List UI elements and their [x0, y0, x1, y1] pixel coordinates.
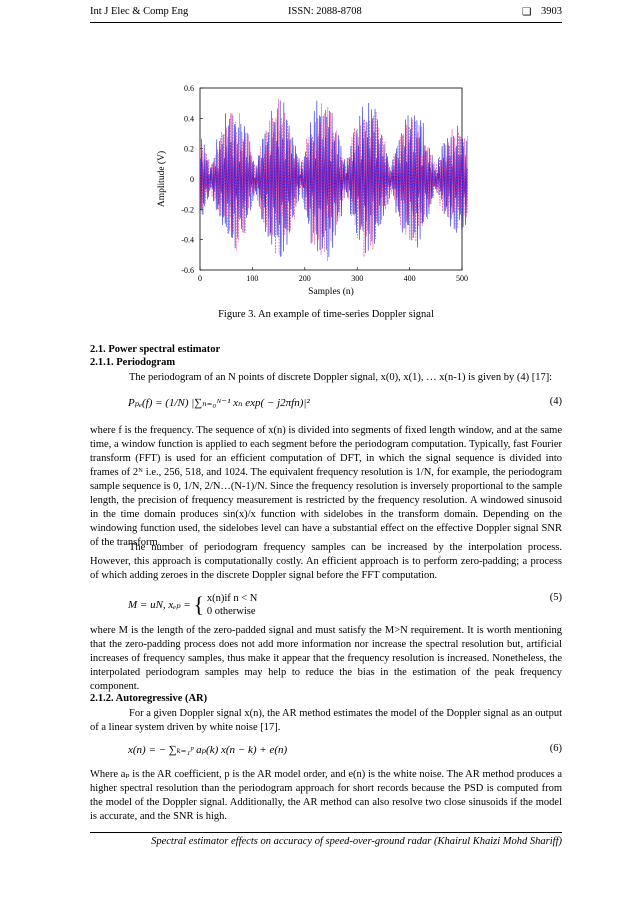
equation-number: (4): [549, 396, 562, 407]
x-tick-label: 500: [456, 274, 468, 283]
figure-caption: Figure 3. An example of time-series Doppler signal: [218, 309, 434, 320]
subsection-heading: 2.1.1. Periodogram: [90, 357, 176, 368]
y-axis-label: Amplitude (V): [157, 150, 167, 208]
x-tick-label: 300: [351, 274, 364, 283]
y-tick-label: 0: [190, 175, 194, 184]
box-icon: ❏: [522, 7, 532, 18]
y-tick-label: 0.4: [184, 114, 194, 124]
eq5-case-1: x(n)if n < N: [206, 593, 258, 605]
x-tick-label: 400: [403, 274, 416, 283]
y-tick-label: 0.6: [184, 84, 194, 93]
paragraph: For a given Doppler signal x(n), the AR method estimates the model of the Doppler signal as an output of a linear system driven by white noise [17].: [90, 708, 562, 733]
equation-number: (5): [549, 592, 562, 603]
y-tick-label: -0.4: [181, 235, 194, 245]
doppler-chart: [150, 80, 480, 302]
page-footer: Spectral estimator effects on accuracy of speed-over-ground radar (Khairul Khaizi Mohd Shariff): [151, 836, 562, 847]
y-tick-label: 0.2: [184, 144, 194, 154]
equation-number: (6): [549, 743, 562, 754]
paragraph: where f is the frequency. The sequence of x(n) is divided into segments of fixed length window, and at the same time, a window function is applied to each segment before the periodogram computation. Typically, fast Fourier transform (FFT) is used for an efficient computation of DFT, in which the signal sequence is divided into frames of 2ᴺ i.e., 256, 518, and 1024. The equivalent frequency resolution is 1/N, for example, the periodogram sample sequence is 0, 1/N, 2/N…(N-1)/N. Since the frequency resolution is inversely proportional to the sample length, the precision of frequency measurement is restricted by the frequency resolution. A windowed sinusoid in the time domain produces sin(x)/x function with sidelobes in the transform domain. Depending on the windowing function used, the sidelobes level can have a substantial effect on the effective Doppler signal SNR of the transform.: [90, 425, 562, 548]
paragraph: The number of periodogram frequency samples can be increased by the interpolation process. However, this approach is computationally costly. An efficient approach is to perform zero-padding; a process of which adding zeroes in the discrete Doppler signal before the FFT computation.: [90, 542, 562, 581]
header-rule: [90, 22, 562, 23]
paragraph: The periodogram of an N points of discrete Doppler signal, x(0), x(1), … x(n-1) is given by (4) [17]:: [129, 372, 553, 383]
section-heading: 2.1. Power spectral estimator: [90, 344, 221, 355]
equation-6: x(n) = − ∑ₖ₌₁ᵖ aₚ(k) x(n − k) + e(n): [128, 744, 288, 756]
paragraph: where M is the length of the zero-padded signal and must satisfy the M>N requirement. It is worth mentioning that the zero-padding process does not add more information nor increase the spectral resolution but, artificial increases of frequency samples, thus make it appear that the frequency resolution is increased. Nonetheless, the interpolated periodogram samples may help to reduce the bias in the estimation of the peak frequency component.: [90, 625, 562, 692]
paragraph: Where aₚ is the AR coefficient, p is the AR model order, and e(n) is the white noise. The AR method produces a higher spectral resolution than the periodogram approach for short records because the PSD is computed from the model of the Doppler signal. Additionally, the AR method can also resolve two close sinusoids if the model is accurate, and the SNR is high.: [90, 769, 562, 822]
y-tick-label: -0.2: [181, 205, 194, 215]
x-tick-label: 0: [198, 274, 202, 283]
x-tick-label: 200: [298, 274, 311, 283]
x-tick-label: 100: [246, 274, 259, 283]
page-number: 3903: [541, 6, 562, 17]
equation-4: Pₚₑ(f) = (1/N) |∑ₙ₌₀ᴺ⁻¹ xₙ exp( − j2πfn)|²: [128, 397, 310, 409]
equation-5: M = uN, xₑₚ = { x(n)if n < N 0 otherwise: [128, 592, 258, 618]
footer-rule: [90, 832, 562, 833]
eq5-case-2: 0 otherwise: [206, 606, 256, 618]
x-axis-label: Samples (n): [308, 287, 354, 297]
eq5-left: M = uN, xₑₚ =: [128, 599, 191, 611]
issn: ISSN: 2088-8708: [288, 6, 362, 17]
subsection-heading: 2.1.2. Autoregressive (AR): [90, 693, 208, 704]
journal-name: Int J Elec & Comp Eng: [90, 6, 189, 17]
page-header: [90, 6, 562, 22]
y-tick-label: -0.6: [181, 266, 194, 275]
